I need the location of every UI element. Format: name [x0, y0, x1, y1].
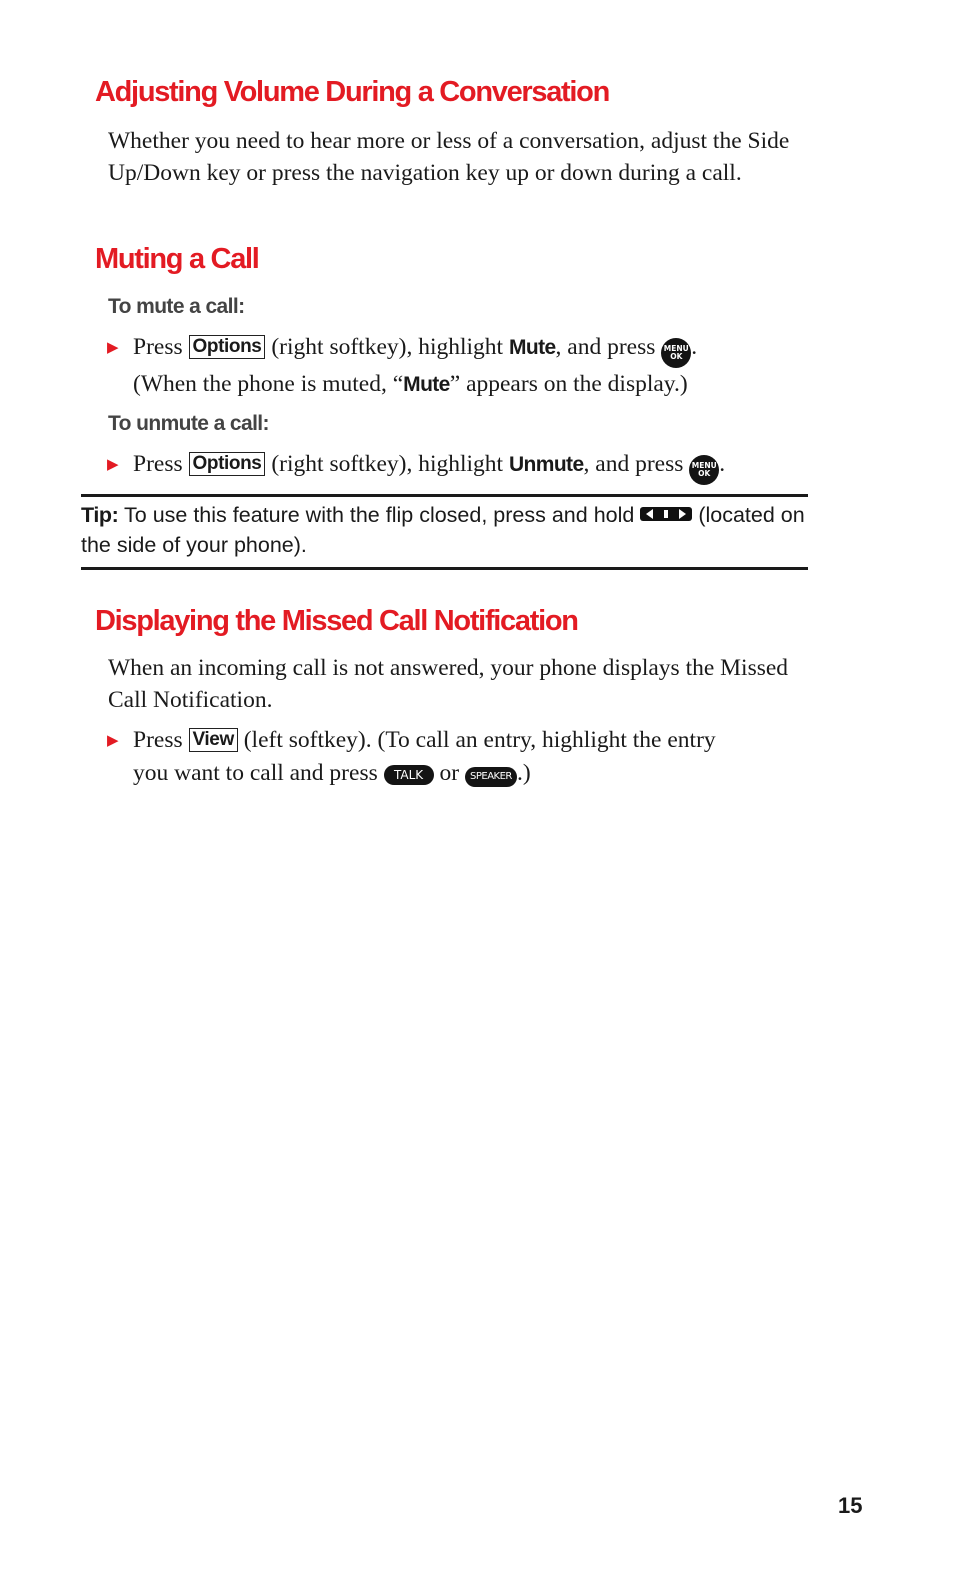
step-press-text: Press — [133, 334, 183, 360]
step-after-text: , and press — [583, 451, 684, 477]
tip-text-after: (located on the side of your phone). — [81, 503, 805, 557]
bullet-arrow-icon: ▶ — [107, 731, 119, 749]
speaker-key-icon: SPEAKER — [465, 767, 517, 787]
options-softkey: Options — [189, 335, 266, 359]
step-end-text: . — [691, 334, 698, 360]
menu-term-mute: Mute — [508, 336, 556, 359]
step-end-text: . — [719, 451, 726, 477]
tip-top-rule — [81, 494, 808, 497]
options-softkey: Options — [189, 452, 266, 476]
view-step — [107, 724, 813, 790]
step-end-text: .) — [516, 760, 531, 786]
missed-call-paragraph: When an incoming call is not answered, your phone displays the Missed Call Notification. — [108, 655, 789, 713]
tip-label: Tip: — [81, 503, 119, 527]
subheading-to-mute: To mute a call: — [108, 295, 245, 318]
mute-step — [107, 331, 813, 401]
unmute-step — [107, 448, 813, 485]
subheading-to-unmute: To unmute a call: — [108, 412, 269, 435]
step-line1-rest: (left softkey). (To call an entry, highlight the entry — [243, 727, 716, 753]
bullet-arrow-icon: ▶ — [107, 455, 119, 473]
step-press-text: Press — [133, 451, 183, 477]
step-line2-start: (When the phone is muted, “ — [133, 371, 404, 397]
heading-missed-call-notification: Displaying the Missed Call Notification — [95, 605, 578, 637]
step-line2-start: you want to call and press — [133, 760, 378, 786]
menu-term-mute-display: Mute — [403, 373, 450, 396]
menu-ok-key-icon: MENU OK — [661, 338, 691, 368]
heading-adjusting-volume: Adjusting Volume During a Conversation — [95, 76, 609, 108]
volume-paragraph: Whether you need to hear more or less of a conversation, adjust the Side Up/Down key or press the navigation key up or down during a call. — [108, 128, 790, 186]
step-mid-text: (right softkey), highlight — [271, 334, 504, 360]
step-or-text: or — [439, 760, 460, 786]
page-number: 15 — [838, 1493, 863, 1518]
tip-bottom-rule — [81, 567, 808, 570]
step-line2-end: ” appears on the display.) — [449, 371, 688, 397]
step-after-text: , and press — [555, 334, 656, 360]
heading-muting-a-call: Muting a Call — [95, 243, 259, 275]
bullet-arrow-icon: ▶ — [107, 338, 119, 356]
step-mid-text: (right softkey), highlight — [271, 451, 504, 477]
menu-term-unmute: Unmute — [508, 453, 584, 476]
step-press-text: Press — [133, 727, 183, 753]
talk-key-icon: TALK — [384, 765, 434, 785]
side-volume-key-icon — [640, 507, 692, 521]
view-softkey: View — [189, 728, 238, 752]
tip-box — [81, 500, 811, 560]
tip-text-before: To use this feature with the flip closed, press and hold — [124, 503, 635, 527]
menu-ok-key-icon: MENU OK — [689, 455, 719, 485]
